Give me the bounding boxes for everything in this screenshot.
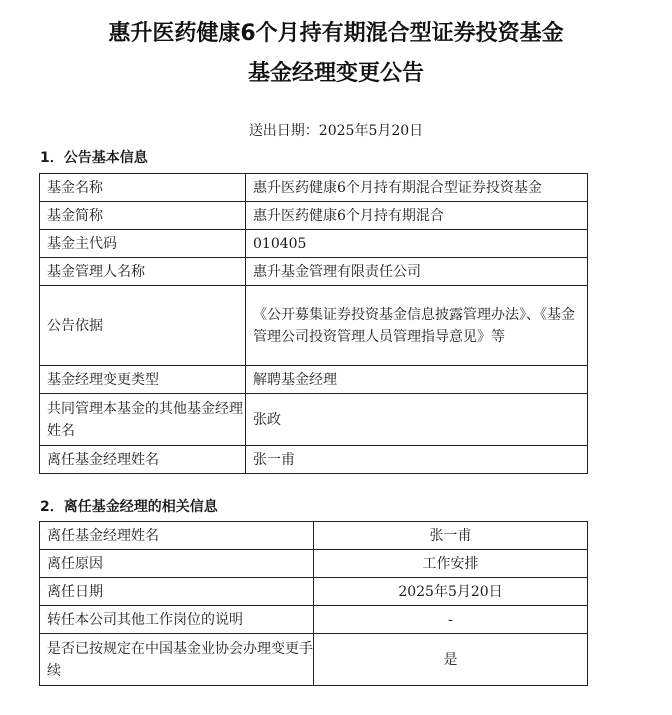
row-value: 张政 [246, 394, 588, 446]
section2-heading: 2．离任基金经理的相关信息 [40, 499, 218, 515]
table-row [40, 258, 588, 286]
row-value: 2025年5月20日 [314, 578, 588, 606]
row-value: 010405 [246, 230, 588, 258]
table-row [40, 634, 588, 686]
row-label: 离任基金经理姓名 [40, 446, 246, 474]
table-row [40, 286, 588, 366]
table-row [40, 230, 588, 258]
table-row [40, 446, 588, 474]
row-label: 基金经理变更类型 [40, 366, 246, 394]
row-label: 共同管理本基金的其他基金经理姓名 [40, 394, 246, 446]
row-value: 《公开募集证券投资基金信息披露管理办法》、《基金管理公司投资管理人员管理指导意见》等 [246, 286, 588, 366]
row-value: 是 [314, 634, 588, 686]
row-value: 惠升基金管理有限责任公司 [246, 258, 588, 286]
row-value: 工作安排 [314, 550, 588, 578]
table-row [40, 394, 588, 446]
row-label: 离任原因 [40, 550, 314, 578]
table-row [40, 550, 588, 578]
row-value: 解聘基金经理 [246, 366, 588, 394]
row-label: 基金名称 [40, 174, 246, 202]
announcement-title: 惠升医药健康6个月持有期混合型证券投资基金 [108, 21, 564, 46]
table-row [40, 174, 588, 202]
row-label: 公告依据 [40, 286, 246, 366]
row-label: 是否已按规定在中国基金业协会办理变更手续 [40, 634, 314, 686]
departing-manager-table [39, 521, 588, 686]
row-label: 离任日期 [40, 578, 314, 606]
announcement-subtitle: 基金经理变更公告 [247, 61, 424, 86]
table-row [40, 606, 588, 634]
row-value: 惠升医药健康6个月持有期混合 [246, 202, 588, 230]
row-label: 离任基金经理姓名 [40, 522, 314, 550]
basic-info-table [39, 173, 588, 474]
table-row [40, 366, 588, 394]
row-label: 基金简称 [40, 202, 246, 230]
row-value: 惠升医药健康6个月持有期混合型证券投资基金 [246, 174, 588, 202]
row-label: 基金管理人名称 [40, 258, 246, 286]
section1-heading: 1．公告基本信息 [40, 150, 148, 166]
send-date: 送出日期：2025年5月20日 [248, 123, 424, 139]
table-row [40, 578, 588, 606]
row-value: 张一甫 [314, 522, 588, 550]
table-row [40, 202, 588, 230]
row-value: - [314, 606, 588, 634]
table-row [40, 522, 588, 550]
row-label: 基金主代码 [40, 230, 246, 258]
row-value: 张一甫 [246, 446, 588, 474]
row-label: 转任本公司其他工作岗位的说明 [40, 606, 314, 634]
